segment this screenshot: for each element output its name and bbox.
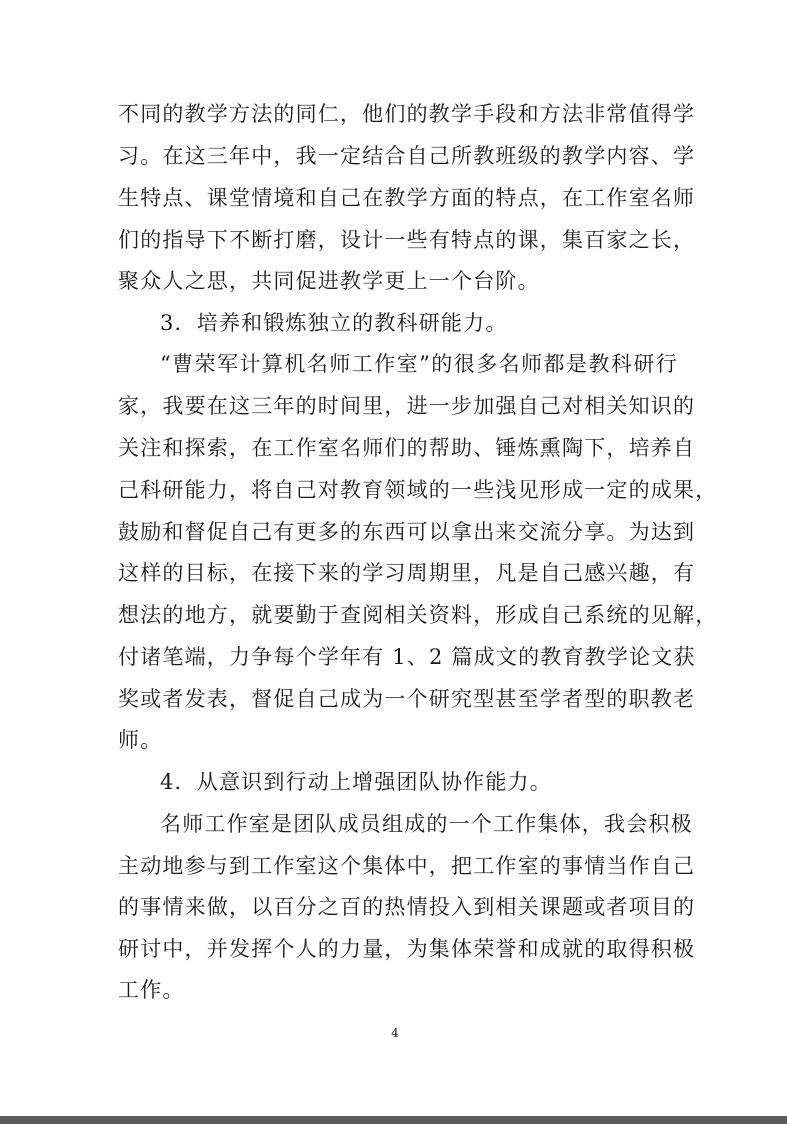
body-text-line: 不同的教学方法的同仁，他们的教学手段和方法非常值得学 — [118, 102, 696, 126]
body-text-line: 研讨中，并发挥个人的力量，为集体荣誉和成就的取得积极 — [118, 937, 696, 961]
body-text-line: 家，我要在这三年的时间里，进一步加强自己对相关知识的 — [118, 394, 696, 418]
body-text-line: 鼓励和督促自己有更多的东西可以拿出来交流分享。为达到 — [118, 520, 696, 544]
section-heading-3: 3．培养和锻炼独立的教科研能力。 — [160, 311, 508, 335]
body-text-line: 聚众人之思，共同促进教学更上一个台阶。 — [118, 269, 540, 293]
bottom-edge-bar — [0, 1116, 787, 1124]
body-text-line: 工作。 — [118, 978, 185, 1002]
body-text-line: 习。在这三年中，我一定结合自己所教班级的教学内容、学 — [118, 144, 696, 168]
body-text-line: 生特点、课堂情境和自己在教学方面的特点，在工作室名师 — [118, 186, 696, 210]
body-text-line: “曹荣军计算机名师工作室”的很多名师都是教科研行 — [160, 352, 678, 376]
section-heading-4: 4．从意识到行动上增强团队协作能力。 — [160, 770, 552, 794]
body-text-line: 关注和探索，在工作室名师们的帮助、锤炼熏陶下，培养自 — [118, 436, 696, 460]
body-text-line: 己科研能力，将自己对教育领域的一些浅见形成一定的成果， — [118, 478, 718, 502]
body-text-line: 们的指导下不断打磨，设计一些有特点的课，集百家之长， — [118, 228, 696, 252]
body-text-line: 这样的目标，在接下来的学习周期里，凡是自己感兴趣，有 — [118, 561, 696, 585]
body-text-line: 想法的地方，就要勤于查阅相关资料，形成自己系统的见解， — [118, 603, 718, 627]
body-text-line: 的事情来做，以百分之百的热情投入到相关课题或者项目的 — [118, 895, 696, 919]
body-text-line: 奖或者发表，督促自己成为一个研究型甚至学者型的职教老 — [118, 687, 696, 711]
body-text-line: 付诸笔端，力争每个学年有 1、2 篇成文的教育教学论文获 — [118, 645, 696, 669]
body-text-line: 主动地参与到工作室这个集体中，把工作室的事情当作自己 — [118, 854, 696, 878]
body-text-line: 师。 — [118, 728, 163, 752]
page-number: 4 — [391, 1026, 399, 1040]
body-text-line: 名师工作室是团队成员组成的一个工作集体，我会积极 — [160, 812, 693, 836]
